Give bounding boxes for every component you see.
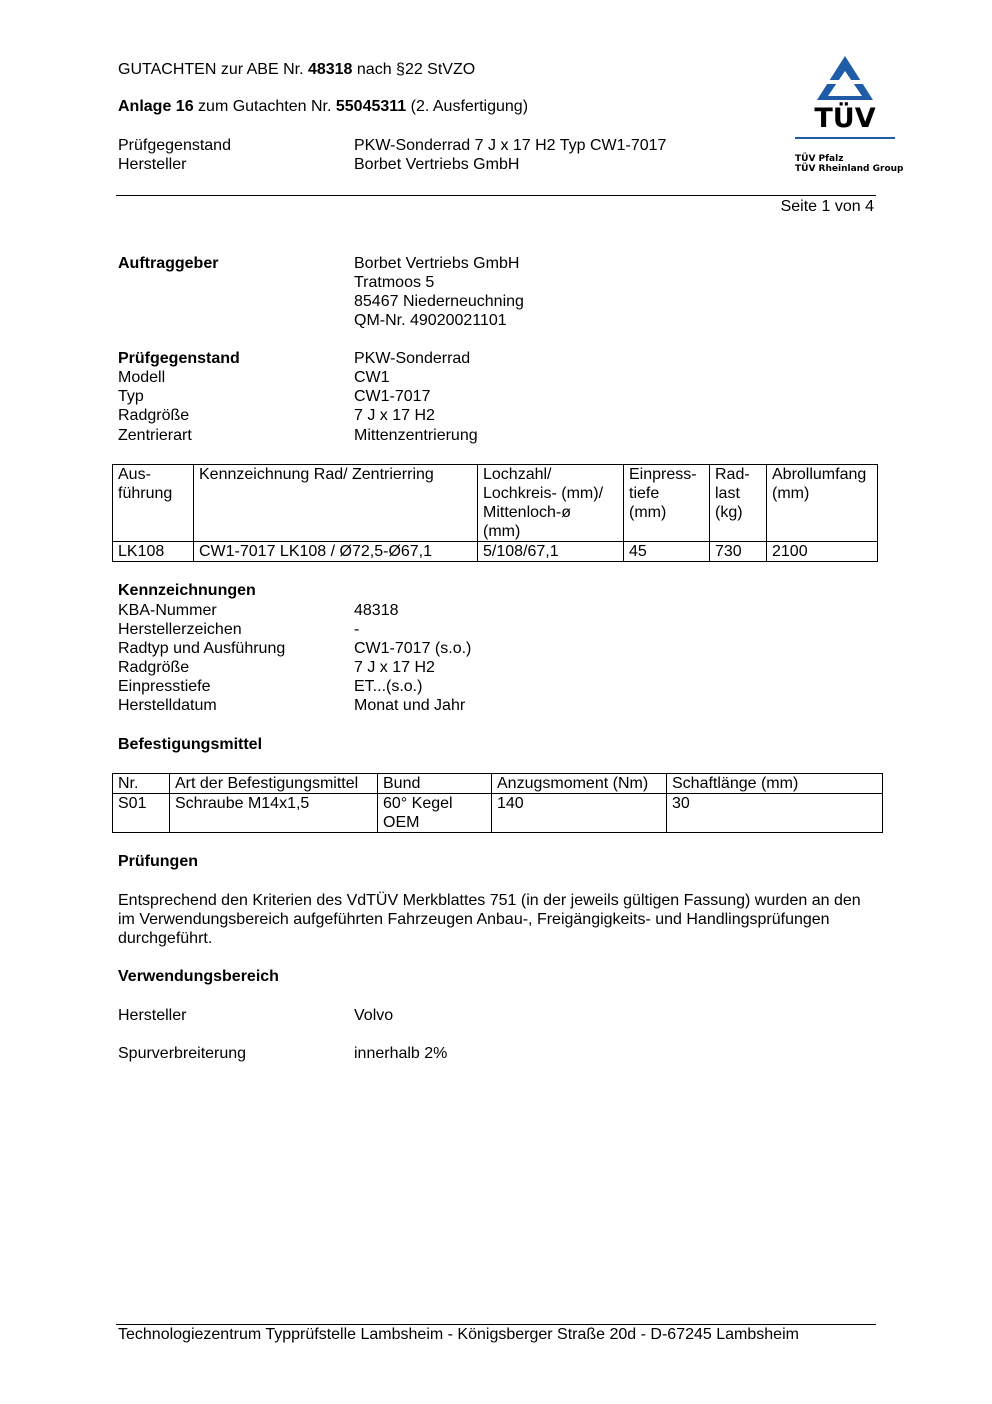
header-pruef-value: PKW-Sonderrad 7 J x 17 H2 Typ CW1-7017 xyxy=(354,137,667,154)
pruef-row-value: Mittenzentrierung xyxy=(354,427,478,444)
kz-row-value: CW1-7017 (s.o.) xyxy=(354,640,472,657)
table-header-cell: Nr. xyxy=(113,774,170,794)
kz-row-value: 48318 xyxy=(354,602,399,619)
auftraggeber-line: 85467 Niederneuchning xyxy=(354,293,524,310)
verwendung-row-label: Hersteller xyxy=(118,1007,187,1024)
tuv-logo xyxy=(793,54,904,178)
annex-suffix: (2. Ausfertigung) xyxy=(406,98,529,115)
pruef-row-label: Radgröße xyxy=(118,407,190,424)
kz-row-label: Radgröße xyxy=(118,659,190,676)
table-header-cell: Bund xyxy=(378,774,492,794)
table-header-row xyxy=(113,465,878,542)
kz-row-label: Einpresstiefe xyxy=(118,678,211,695)
table-header-cell: Aus- führung xyxy=(113,465,194,542)
table-cell: 140 xyxy=(492,794,667,833)
header-pruef-label: Prüfgegenstand xyxy=(118,137,231,154)
header-herst-label: Hersteller xyxy=(118,156,187,173)
auftraggeber-label: Auftraggeber xyxy=(118,255,219,272)
table-header-cell: Rad- last (kg) xyxy=(710,465,767,542)
pruef-row-label: Zentrierart xyxy=(118,427,192,444)
kz-row-label: Radtyp und Ausführung xyxy=(118,640,286,657)
kz-row-value: Monat und Jahr xyxy=(354,697,466,714)
footer-address: Technologiezentrum Typprüfstelle Lambsheim - Königsberger Straße 20d - D-67245 Lambsheim xyxy=(118,1326,799,1343)
page-number: Seite 1 von 4 xyxy=(780,198,874,215)
pruef-row-label: Typ xyxy=(118,388,144,405)
annex-mid: zum Gutachten Nr. xyxy=(193,98,336,115)
table-cell: 45 xyxy=(624,542,710,562)
pruef-row-value: 7 J x 17 H2 xyxy=(354,407,435,424)
tuv-brand: TÜV xyxy=(814,103,876,134)
table-header-cell: Anzugsmoment (Nm) xyxy=(492,774,667,794)
title-suffix: nach §22 StVZO xyxy=(352,61,476,78)
kz-row-label: Herstellerzeichen xyxy=(118,621,242,638)
table-row xyxy=(113,794,883,833)
auftraggeber-line: Tratmoos 5 xyxy=(354,274,435,291)
fastener-table xyxy=(112,773,883,833)
pruefgegenstand-heading-value: PKW-Sonderrad xyxy=(354,350,471,367)
table-cell: 2100 xyxy=(767,542,878,562)
pruefungen-heading: Prüfungen xyxy=(118,853,198,870)
table-cell: 5/108/67,1 xyxy=(478,542,624,562)
kz-row-value: ET...(s.o.) xyxy=(354,678,423,695)
table-header-cell: Lochzahl/ Lochkreis- (mm)/ Mittenloch-ø (mm) xyxy=(478,465,624,542)
verwendung-row-value: Volvo xyxy=(354,1007,394,1024)
title-prefix: GUTACHTEN zur ABE Nr. xyxy=(118,61,308,78)
annex-line xyxy=(118,97,528,116)
auftraggeber-line: QM-Nr. 49020021101 xyxy=(354,312,507,329)
table-cell: 60° Kegel OEM xyxy=(378,794,492,833)
kz-row-value: 7 J x 17 H2 xyxy=(354,659,435,676)
kz-row-label: Herstelldatum xyxy=(118,697,217,714)
table-header-cell: Kennzeichnung Rad/ Zentrierring xyxy=(194,465,478,542)
verwendung-heading: Verwendungsbereich xyxy=(118,968,279,985)
table-cell: CW1-7017 LK108 / Ø72,5-Ø67,1 xyxy=(194,542,478,562)
kz-row-label: KBA-Nummer xyxy=(118,602,217,619)
tuv-subline-2: TÜV Rheinland Group xyxy=(795,164,904,174)
pruefgegenstand-heading: Prüfgegenstand xyxy=(118,350,240,367)
pruef-row-label: Modell xyxy=(118,369,166,386)
table-header-cell: Einpress- tiefe (mm) xyxy=(624,465,710,542)
verwendung-row-value: innerhalb 2% xyxy=(354,1045,448,1062)
table-cell: LK108 xyxy=(113,542,194,562)
pruef-row-value: CW1 xyxy=(354,369,390,386)
tuv-subline-1: TÜV Pfalz xyxy=(795,154,844,164)
befestigung-heading: Befestigungsmittel xyxy=(118,736,263,753)
annex-label: Anlage 16 xyxy=(118,98,194,115)
report-number: 55045311 xyxy=(335,98,407,115)
document-title xyxy=(118,60,475,79)
wheel-spec-table xyxy=(112,464,878,562)
kz-row-value: - xyxy=(354,621,360,638)
kennzeichnungen-heading: Kennzeichnungen xyxy=(118,582,256,599)
table-cell: S01 xyxy=(113,794,170,833)
table-header-cell: Schaftlänge (mm) xyxy=(667,774,883,794)
table-cell: 730 xyxy=(710,542,767,562)
pruef-row-value: CW1-7017 xyxy=(354,388,431,405)
verwendung-row-label: Spurverbreiterung xyxy=(118,1045,247,1062)
table-cell: Schraube M14x1,5 xyxy=(170,794,378,833)
table-header-cell: Abrollumfang (mm) xyxy=(767,465,878,542)
abe-number: 48318 xyxy=(307,61,353,78)
table-row xyxy=(113,542,878,562)
table-cell: 30 xyxy=(667,794,883,833)
table-header-cell: Art der Befestigungsmittel xyxy=(170,774,378,794)
header-herst-value: Borbet Vertriebs GmbH xyxy=(354,156,520,173)
header-divider xyxy=(116,195,876,196)
pruefungen-text: Entsprechend den Kriterien des VdTÜV Merkblattes 751 (in der jeweils gültigen Fassung) wurden an den im Verwendungsbereich aufgeführten Fahrzeugen Anbau-, Freigängigkeits- und Handlingsprüfungen durchgeführt. xyxy=(118,892,861,947)
auftraggeber-line: Borbet Vertriebs GmbH xyxy=(354,255,520,272)
table-header-row xyxy=(113,774,883,794)
